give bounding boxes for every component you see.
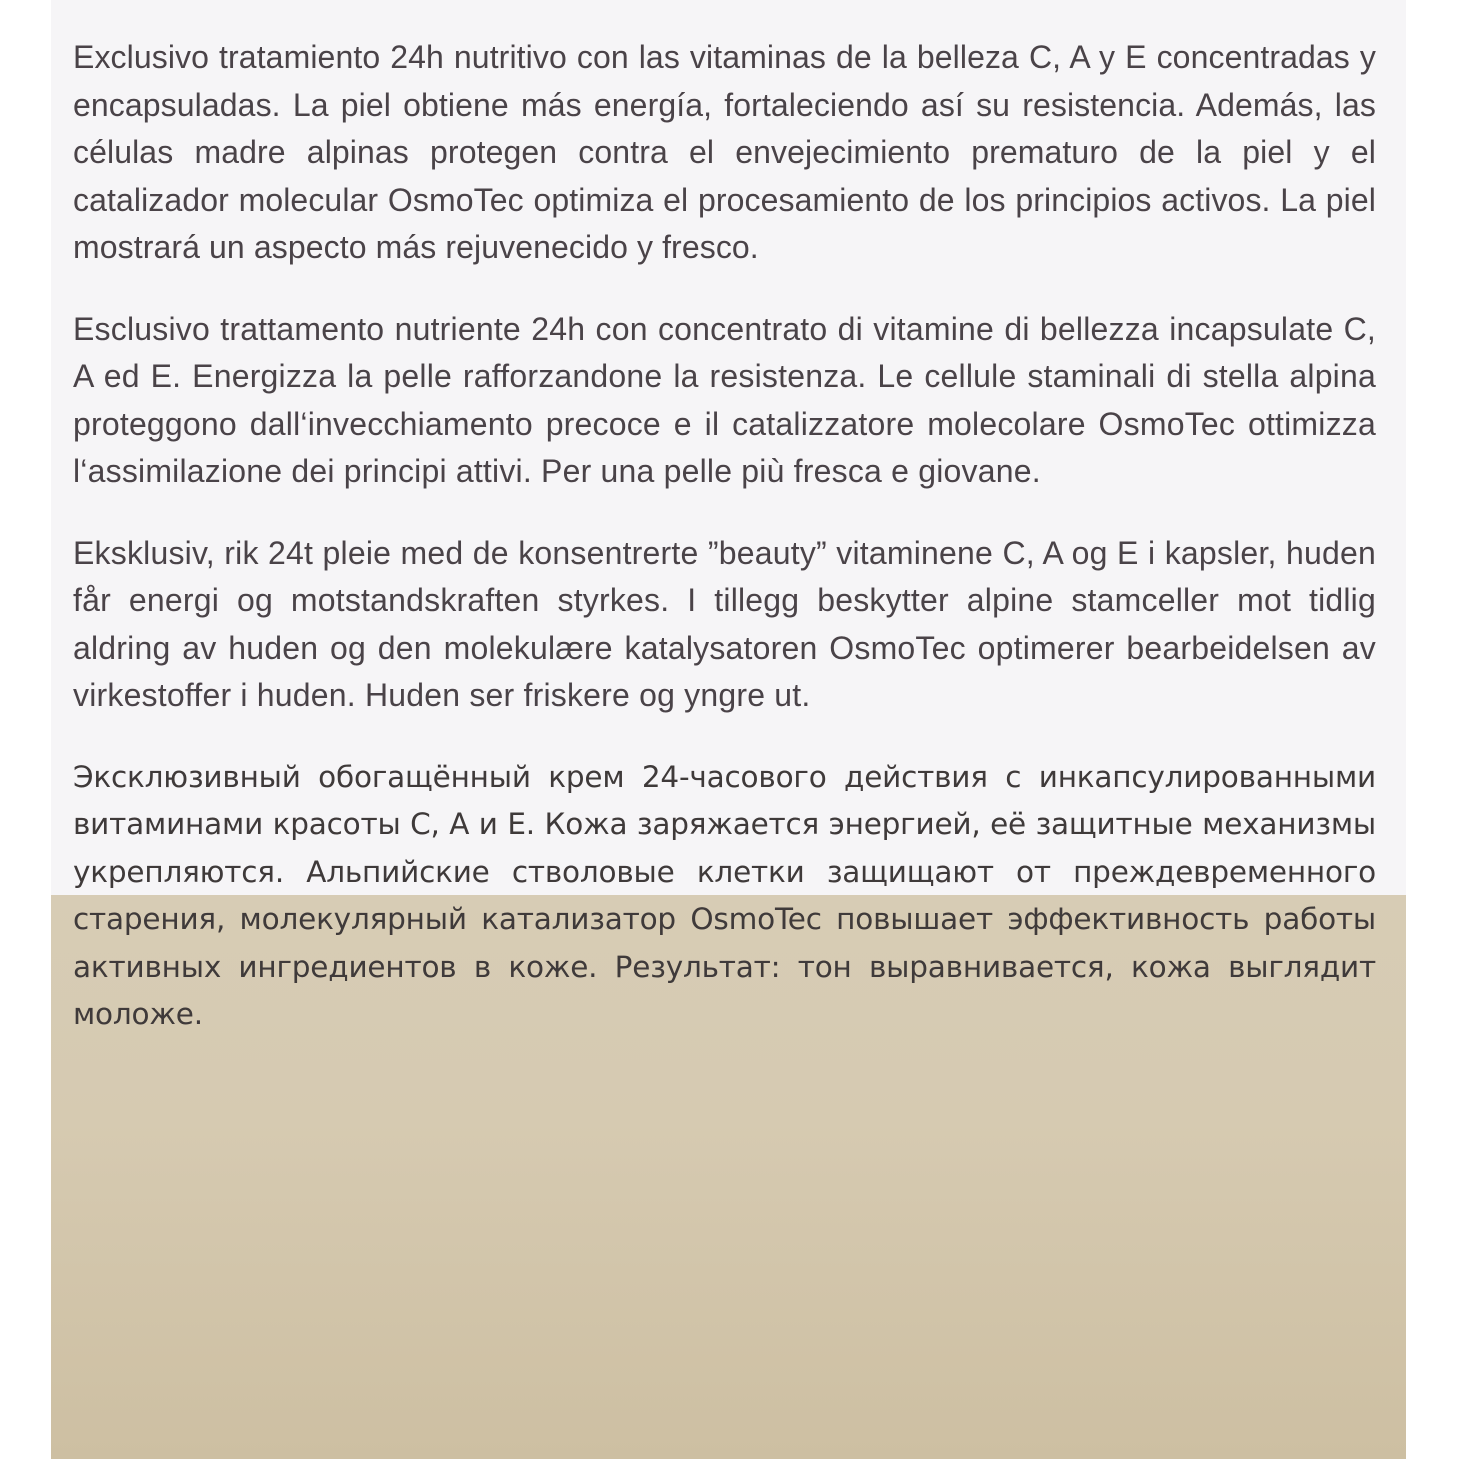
paragraph-italian: Esclusivo trattamento nutriente 24h con concentrato di vitamine di bellezza incapsulate C, A ed E. Energizza la pelle rafforzandone la resistenza. Le cellule staminali di stella alpina proteggono dall‘invecchiamento precoce e il catalizzatore molecolare OsmoTec ottimizza l‘assimilazione dei principi attivi. Per una pelle più fresca e giovane.	[73, 310, 1376, 489]
paragraph-spanish: Exclusivo tratamiento 24h nutritivo con las vitaminas de la belleza C, A y E concentradas y encapsuladas. La piel obtiene más energía, fortaleciendo así su resistencia. Además, las células madre alpinas protegen contra el envejecimiento prematuro de la piel y el catalizador molecular OsmoTec optimiza el procesamiento de los principios activos. La piel mostrará un aspecto más rejuvenecido y fresco.	[73, 39, 1376, 265]
description-text-block	[73, 34, 1376, 1073]
paragraph-russian: Эксклюзивный обогащённый крем 24-часового действия с инкапсулированными витаминами красоты C, A и E. Кожа заряжается энергией, её защитные механизмы укрепляются. Альпийские стволовые клетки защищают от преждевременного старения, молекулярный катализатор OsmoTec повышает эффективность работы активных ингредиентов в коже. Результат: тон выравнивается, кожа выглядит моложе.	[73, 759, 1376, 1031]
product-box-panel	[51, 0, 1406, 1459]
paragraph-norwegian: Eksklusiv, rik 24t pleie med de konsentrerte ”beauty” vitaminene C, A og E i kapsler, huden får energi og motstandskraften styrkes. I tillegg beskytter alpine stamceller mot tidlig aldring av huden og den molekulære katalysatoren OsmoTec optimerer bearbeidelsen av virkestoffer i huden. Huden ser friskere og yngre ut.	[73, 534, 1376, 713]
